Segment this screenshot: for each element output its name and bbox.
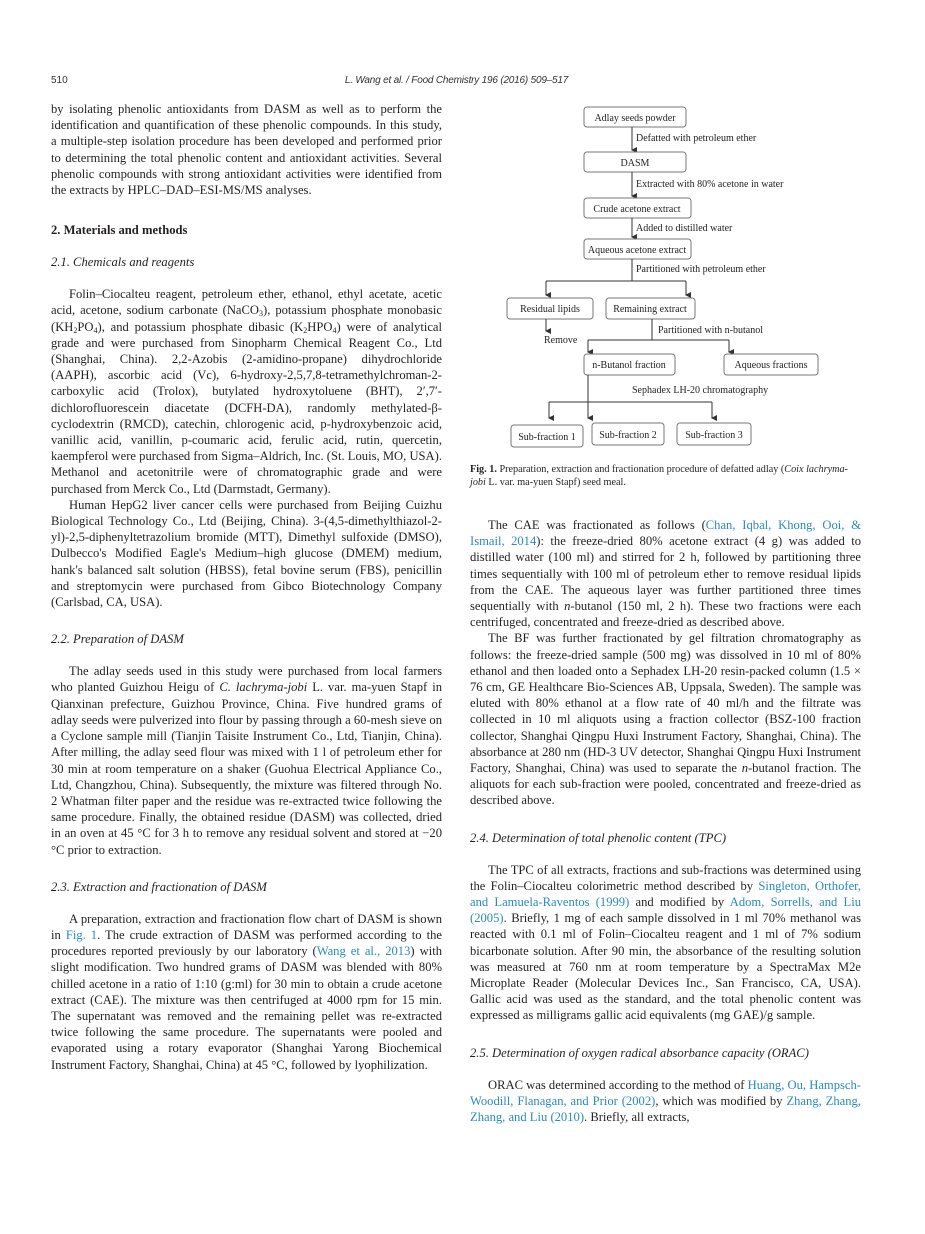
extraction-paragraph: A preparation, extraction and fractionation flow chart of DASM is shown in Fig. 1. The crude extraction of DASM was performed according to the procedures reported previously by our laboratory (Wang et al., 2013) with slight modification. Two hundred grams of DASM was blended with 80% chilled acetone in a ratio of 1:10 (g:ml) for 30 min to obtain a crude acetone extract (CAE). The mixture was then centrifuged at 4000 rpm for 15 min. The supernatant was removed and the remaining pellet was re-extracted twice following the same procedure. The supernatants were pooled and evaporated using a rotary evaporator (Shanghai Yarong Biochemical Instrument Factory, Shanghai, China) at 45 °C, followed by lyophilization. (51, 911, 442, 1072)
node-sub-fraction-1 (511, 425, 583, 447)
citation-link[interactable]: Zhang, Zhang, Zhang, and Liu (2010) (470, 1093, 861, 1125)
step-sephadex: Sephadex LH-20 chromatography (632, 385, 769, 396)
node-remaining-extract (606, 298, 695, 319)
node-adlay-seeds (584, 107, 686, 127)
node-crude-acetone-extract (584, 198, 691, 218)
section-2-3-heading: 2.3. Extraction and fractionation of DASM (51, 879, 267, 894)
svg-text:Sub-fraction 1: Sub-fraction 1 (518, 432, 576, 443)
svg-text:Sub-fraction 3: Sub-fraction 3 (685, 430, 743, 441)
section-2-heading: 2. Materials and methods (51, 223, 188, 238)
svg-text:n-Butanol fraction: n-Butanol fraction (592, 360, 666, 371)
svg-text:Remaining extract: Remaining extract (613, 304, 687, 315)
figure-1-flowchart (462, 100, 925, 460)
node-n-butanol-fraction (584, 354, 675, 375)
cae-fractionation-paragraph: The CAE was fractionated as follows (Chan, Iqbal, Khong, Ooi, & Ismail, 2014): the freeze-dried 80% acetone extract (4 g) was added to distilled water (100 ml) and stirred for 2 h, followed by partitioning three times sequentially with 100 ml of petroleum ether to remove residual lipids from the CAE. The aqueous layer was further partitioned three times sequentially with n-butanol (150 ml, 2 h). These two fractions were each centrifuged, concentrated and freeze-dried as described above. (470, 518, 861, 630)
step-partitioned-bu: Partitioned with n-butanol (658, 325, 763, 336)
citation-link[interactable]: Adom, Sorrells, and Liu (2005) (470, 895, 861, 926)
step-partitioned-pe: Partitioned with petroleum ether (636, 264, 766, 275)
citation-link[interactable]: Singleton, Orthofer, and Lamuela-Raventos (1999) (470, 878, 862, 910)
step-added-water: Added to distilled water (636, 223, 733, 234)
right-column (470, 517, 861, 1125)
node-aqueous-fractions (724, 354, 818, 375)
node-aqueous-acetone-extract (584, 239, 691, 259)
node-sub-fraction-3 (677, 423, 751, 445)
svg-text:DASM: DASM (620, 158, 650, 169)
svg-text:Crude acetone extract: Crude acetone extract (593, 204, 681, 215)
node-sub-fraction-2 (592, 423, 664, 445)
citation-link[interactable]: Huang, Ou, Hampsch-Woodill, Flanagan, and Prior (2002) (470, 1077, 861, 1108)
left-column (51, 101, 442, 1073)
caption-label: Fig. 1. (470, 464, 497, 475)
flowchart-svg (462, 100, 925, 460)
journal-citation: L. Wang et al. / Food Chemistry 196 (2016) 509–517 (344, 75, 569, 86)
citation-link[interactable]: Chan, Iqbal, Khong, Ooi, & Ismail, 2014 (470, 518, 861, 549)
intro-paragraph-end: by isolating phenolic antioxidants from DASM as well as to perform the identification and quantification of these phenolic compounds. In this study, a multiple-step isolation procedure has been developed and performed prior to determining the total phenolic content and antioxidant activities. Several phenolic compounds with strong antioxidant activities were identified from the extracts by HPLC–DAD–ESI-MS/MS analyses. (51, 102, 442, 198)
figure-1-caption: Fig. 1. Preparation, extraction and fractionation procedure of defatted adlay (Coix lachryma-jobi L. var. ma-yuen Stapf) seed meal. (470, 464, 848, 488)
section-2-2-heading: 2.2. Preparation of DASM (51, 632, 184, 647)
svg-text:Adlay seeds powder: Adlay seeds powder (594, 113, 676, 124)
node-dasm (584, 152, 686, 172)
step-extracted: Extracted with 80% acetone in water (636, 179, 784, 190)
section-2-1-heading: 2.1. Chemicals and reagents (51, 255, 195, 270)
tpc-paragraph: The TPC of all extracts, fractions and sub-fractions was determined using the Folin–Ciocalteu colorimetric method described by Singleton, Orthofer, and Lamuela-Raventos (1999) and modified by Adom, Sorrells, and Liu (2005). Briefly, 1 mg of each sample dissolved in 1 ml 70% methanol was reacted with 0.1 ml of Folin–Ciocalteu reagent and 1 ml of 7% sodium bicarbonate solution. After 90 min, the absorbance of the resulting solution was measured at 760 nm at room temperature by a SpectraMax M2e Microplate Reader (Molecular Devices Inc., San Francisco, CA, USA). Gallic acid was used as the standard, and the total phenolic content was expressed as milligrams gallic acid equivalents (mg GAE)/g sample. (470, 862, 862, 1023)
bf-fractionation-paragraph: The BF was further fractionated by gel filtration chromatography as follows: the freeze-dried sample (500 mg) was dissolved in 10 ml of 80% ethanol and then loaded onto a Sephadex LH-20 resin-packed column (1.5 × 76 cm, GE Healthcare Bio-Sciences AB, Uppsala, Sweden). The sample was eluted with 80% ethanol at a flow rate of 40 ml/h and the filtrate was collected in 10 ml aliquots using a fraction collector (BSZ-100 fraction collector, Shanghai Qingpu Huxi Instrument Factory, Shanghai, China). The absorbance at 280 nm (HD-3 UV detector, Shanghai Qingpu Huxi Instrument Factory, Shanghai, China) was used to separate the n-butanol fraction. The aliquots for each sub-fraction were pooled, concentrated and freeze-dried as described above. (470, 631, 861, 808)
step-defatted: Defatted with petroleum ether (636, 133, 757, 144)
svg-text:Aqueous acetone extract: Aqueous acetone extract (587, 245, 687, 256)
cells-paragraph: Human HepG2 liver cancer cells were purchased from Beijing Cuizhu Biological Technology Co., Ltd (Beijing, China). 3-(4,5-dimethylthiazol-2-yl)-2,5-diphenyltetrazolium bromide (MTT), Dimethyl sulfoxide (DMSO), Dulbecco's Modified Eagle's Medium–high glucose (DMEM) medium, hank's balanced salt solution (HBSS), fetal bovine serum (FBS), penicillin and streptomycin were purchased from Gibco Biotechnology Company (Carlsbad, CA, USA). (51, 497, 442, 610)
page-number: 510 (51, 75, 68, 86)
node-residual-lipids (507, 298, 593, 319)
section-2-5-heading: 2.5. Determination of oxygen radical absorbance capacity (ORAC) (470, 1045, 809, 1060)
svg-text:Aqueous fractions: Aqueous fractions (734, 360, 808, 371)
species-name: C. lachryma-jobi (219, 680, 308, 695)
remove-label: Remove (544, 335, 578, 346)
dasm-preparation-paragraph: The adlay seeds used in this study were purchased from local farmers who planted Guizhou Heigu of C. lachryma-jobi L. var. ma-yuen Stapf in Qianxinan prefecture, Guizhou Province, China. Five hundred grams of adlay seeds were pulverized into flour by passing through a 60-mesh sieve on a Cyclone sample mill (Tianjin Taisite Instrument Co., Ltd, Tianjin, China). After milling, the adlay seed flour was mixed with 1 l of petroleum ether for 30 min at room temperature on a shaker (Guohua Electrical Appliance Co., Ltd, Changzhou, China). Subsequently, the mixture was filtered through No. 2 Whatman filter paper and the residue was re-extracted twice following the same procedure. Finally, the obtained residue (DASM) was collected, dried in an oven at 45 °C for 3 h to remove any residual solvent and stored at −20 °C prior to extraction. (51, 664, 443, 857)
section-2-4-heading: 2.4. Determination of total phenolic content (TPC) (470, 830, 727, 845)
svg-text:Sub-fraction 2: Sub-fraction 2 (599, 430, 657, 441)
orac-paragraph: ORAC was determined according to the method of Huang, Ou, Hampsch-Woodill, Flanagan, and Prior (2002), which was modified by Zhang, Zhang, Zhang, and Liu (2010). Briefly, all extracts, (470, 1077, 861, 1125)
running-header (51, 75, 862, 89)
chemicals-paragraph: Folin–Ciocalteu reagent, petroleum ether, ethanol, ethyl acetate, acetic acid, acetone, sodium carbonate (NaCO$_3$), potassium phosphate monobasic $(KH_2PO_4)$, and potassium phosphate dibasic $(K_2HPO_4)$ were of analytical grade and were purchased from Sinopharm Chemical Reagent Co., Ltd (Shanghai, China). 2,2-Azobis (2-amidino-propane) dihydrochloride (AAPH), ascorbic acid (Vc), 6-hydroxy-2,5,7,8-tetramethylchroman-2-carboxylic acid (Trolox), butylated hydroxytoluene (BHT), 2′,7′-dichlorofluorescein diacetate (DCFH-DA), randomly methylated-β-cyclodextrin (RMCD), catechin, chlorogenic acid, p-hydroxybenzoic acid, vanillic acid, vanillin, p-coumaric acid, ferulic acid, rutin, quercetin, kaempferol were purchased from Sigma–Aldrich, Inc. (St. Louis, MO, USA). Methanol and acetonitrile were of chromatographic grade and were purchased from Merck Co., Ltd (Darmstadt, Germany). (51, 287, 442, 496)
svg-text:Residual lipids: Residual lipids (520, 304, 580, 315)
fig1-link[interactable]: Fig. 1 (65, 927, 98, 942)
citation-link[interactable]: Wang et al., 2013 (316, 944, 411, 959)
